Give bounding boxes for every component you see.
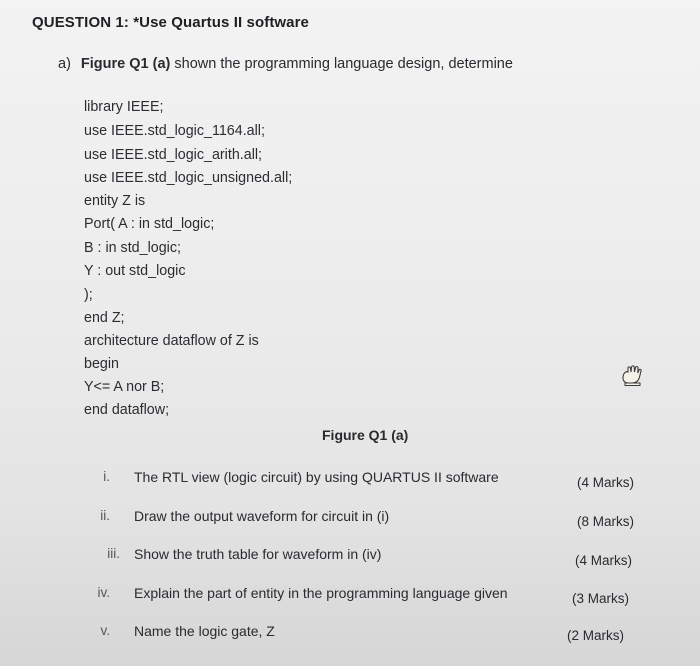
item-marks: (4 Marks) [577, 475, 634, 490]
item-number: i. [103, 469, 110, 484]
hand-icon [620, 364, 650, 388]
part-a-text: shown the programming language design, determine [174, 56, 513, 72]
question-title: QUESTION 1: *Use Quartus II software [32, 14, 309, 31]
code-line-7: B : in std_logic; [84, 240, 181, 256]
part-a-instruction [58, 56, 513, 72]
code-line-13: Y<= A nor B; [84, 379, 165, 395]
code-line-2: use IEEE.std_logic_1164.all; [84, 123, 265, 139]
item-text: The RTL view (logic circuit) by using QUARTUS II software [134, 469, 499, 485]
code-line-14: end dataflow; [84, 402, 170, 418]
code-line-11: architecture dataflow of Z is [84, 333, 259, 349]
item-number: iii. [107, 546, 120, 561]
code-line-9: ); [84, 287, 93, 303]
code-line-3: use IEEE.std_logic_arith.all; [84, 147, 263, 163]
item-marks: (8 Marks) [577, 514, 634, 529]
code-line-8: Y : out std_logic [84, 263, 186, 279]
code-line-1: library IEEE; [84, 99, 164, 115]
item-marks: (3 Marks) [572, 591, 629, 606]
item-number: iv. [97, 585, 110, 600]
code-line-6: Port( A : in std_logic; [84, 216, 215, 232]
item-marks: (2 Marks) [567, 628, 624, 643]
code-line-10: end Z; [84, 310, 125, 326]
item-number: v. [100, 623, 110, 638]
item-text: Show the truth table for waveform in (iv) [134, 546, 382, 562]
item-text: Explain the part of entity in the programming language given [134, 585, 508, 601]
code-line-12: begin [84, 356, 119, 372]
item-marks: (4 Marks) [575, 553, 632, 568]
code-line-4: use IEEE.std_logic_unsigned.all; [84, 170, 293, 186]
item-text: Draw the output waveform for circuit in (i) [134, 508, 390, 524]
part-a-label: a) [58, 56, 71, 72]
item-number: ii. [100, 508, 110, 523]
figure-reference: Figure Q1 (a) [80, 56, 171, 72]
code-line-5: entity Z is [84, 193, 146, 209]
item-text: Name the logic gate, Z [134, 623, 275, 639]
figure-caption: Figure Q1 (a) [322, 427, 409, 443]
